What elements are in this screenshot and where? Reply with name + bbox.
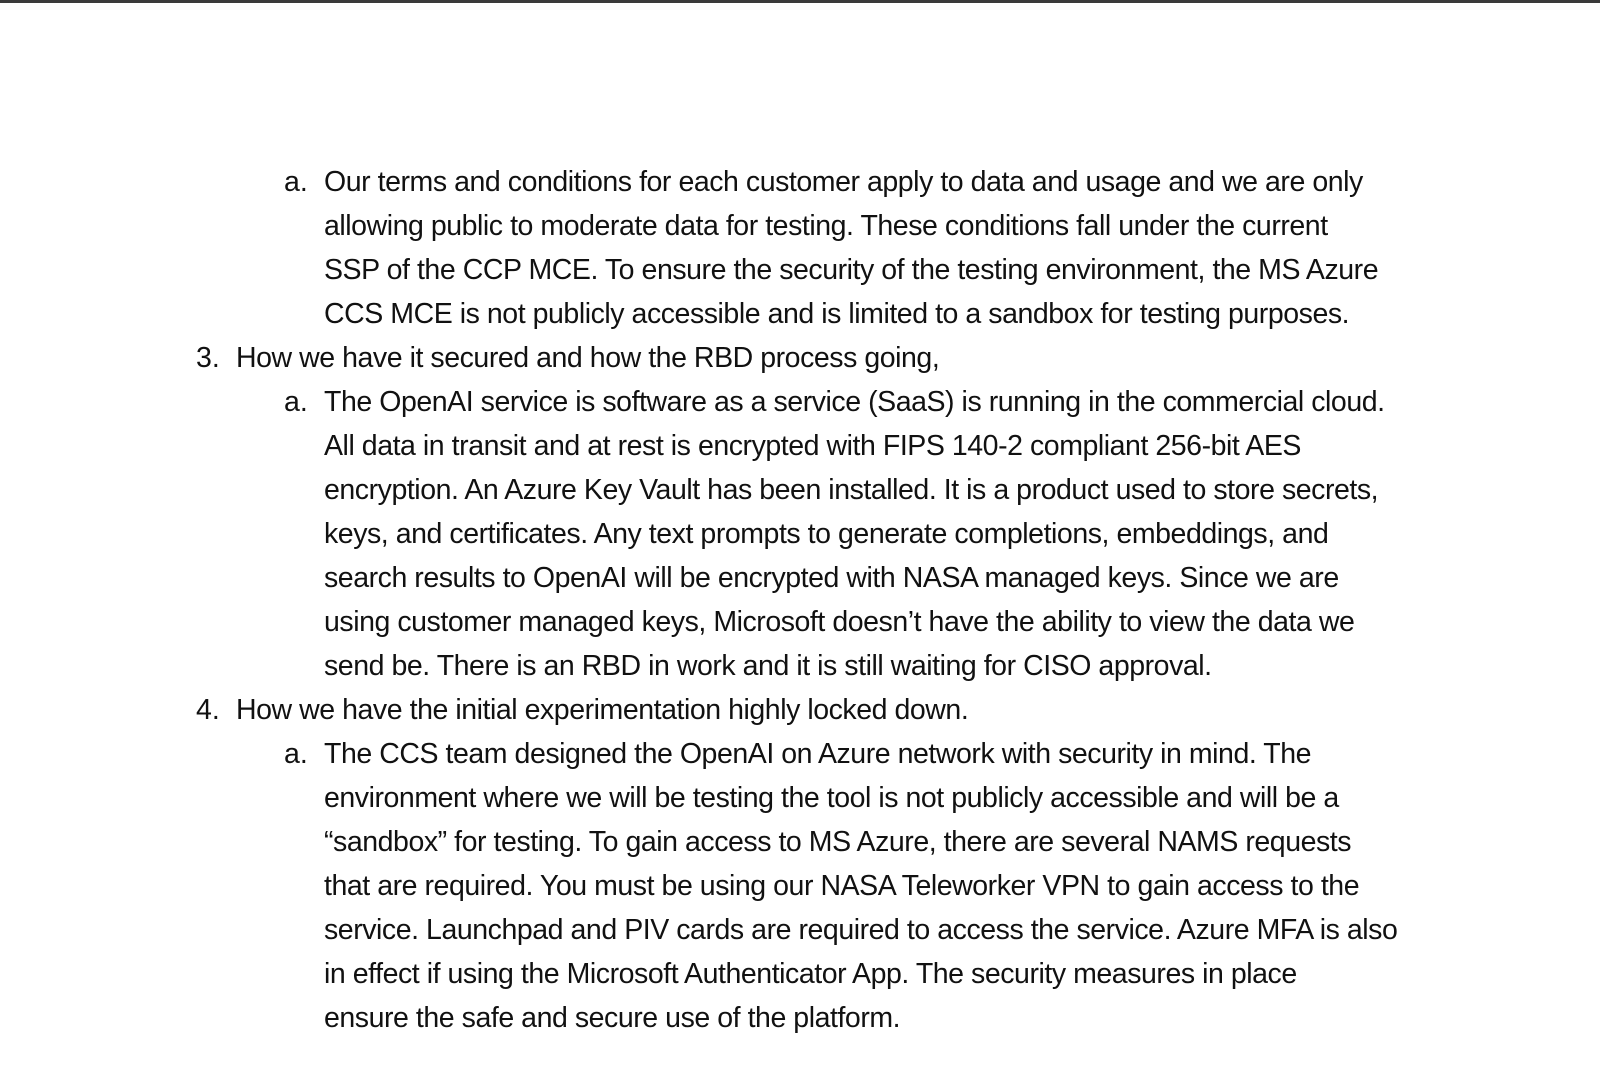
sub-item-text-line: All data in transit and at rest is encrypted with FIPS 140-2 compliant 256-bit AES [324, 430, 1301, 462]
sub-item-text-line: encryption. An Azure Key Vault has been installed. It is a product used to store secrets, [324, 474, 1379, 506]
sub-item-text-line: “sandbox” for testing. To gain access to MS Azure, there are several NAMS requests [324, 826, 1352, 858]
list-marker-a: a. [284, 386, 308, 418]
sub-item-text-line: send be. There is an RBD in work and it is still waiting for CISO approval. [324, 650, 1212, 682]
sub-item-text-line: allowing public to moderate data for testing. These conditions fall under the current [324, 210, 1328, 242]
sub-item-text-line: search results to OpenAI will be encrypted with NASA managed keys. Since we are [324, 562, 1339, 594]
sub-item-text-line: keys, and certificates. Any text prompts to generate completions, embeddings, and [324, 518, 1329, 550]
sub-item-text-line: that are required. You must be using our NASA Teleworker VPN to gain access to the [324, 870, 1360, 902]
sub-item-text-line: environment where we will be testing the tool is not publicly accessible and will be a [324, 782, 1339, 814]
sub-item-text-line: Our terms and conditions for each customer apply to data and usage and we are only [324, 166, 1363, 198]
list-marker-a: a. [284, 738, 308, 770]
sub-item-text-line: using customer managed keys, Microsoft doesn’t have the ability to view the data we [324, 606, 1355, 638]
sub-item-text-line: The OpenAI service is software as a service (SaaS) is running in the commercial cloud. [324, 386, 1385, 418]
sub-item-text-line: in effect if using the Microsoft Authenticator App. The security measures in place [324, 958, 1297, 990]
sub-item-text-line: ensure the safe and secure use of the platform. [324, 1002, 901, 1034]
sub-item-text-line: The CCS team designed the OpenAI on Azure network with security in mind. The [324, 738, 1312, 770]
list-item-heading: How we have the initial experimentation highly locked down. [236, 694, 969, 726]
list-marker-a: a. [284, 166, 308, 198]
sub-item-text-line: SSP of the CCP MCE. To ensure the security of the testing environment, the MS Azure [324, 254, 1379, 286]
list-marker-4: 4. [196, 694, 220, 726]
sub-item-text-line: CCS MCE is not publicly accessible and is limited to a sandbox for testing purposes. [324, 298, 1350, 330]
sub-item-text-line: service. Launchpad and PIV cards are required to access the service. Azure MFA is also [324, 914, 1398, 946]
list-marker-3: 3. [196, 342, 220, 374]
list-item-heading: How we have it secured and how the RBD process going, [236, 342, 940, 374]
